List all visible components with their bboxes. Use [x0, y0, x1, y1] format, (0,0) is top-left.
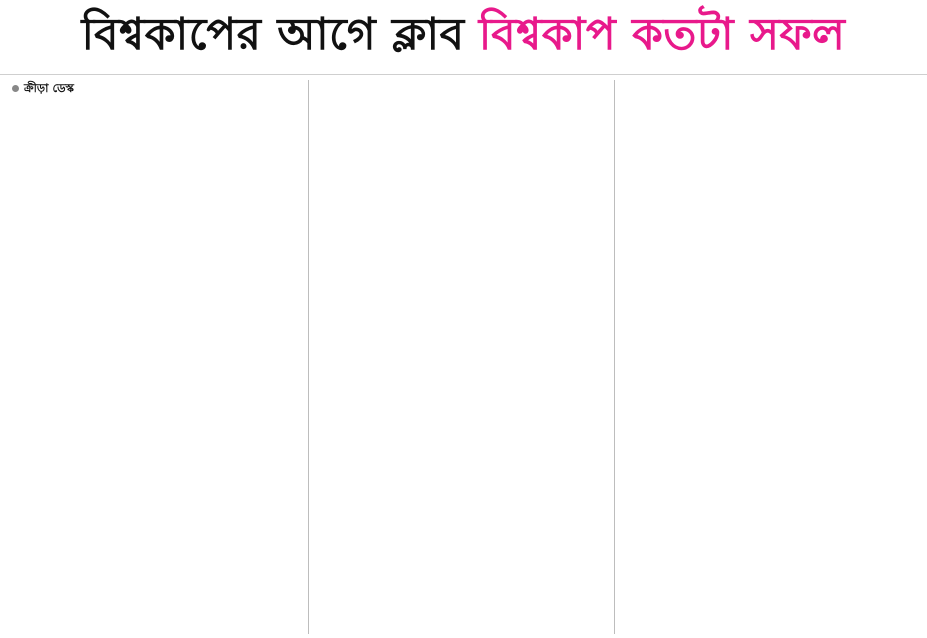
column-2 [312, 80, 615, 634]
headline [0, 0, 927, 75]
byline [12, 80, 302, 96]
bullet-icon [12, 85, 19, 92]
column-3 [618, 80, 921, 634]
article-columns [6, 80, 921, 634]
headline-black: বিশ্বকাপের আগে ক্লাব [81, 8, 465, 60]
column-1 [6, 80, 309, 634]
byline-text: ক্রীড়া ডেস্ক [24, 81, 74, 95]
headline-pink: বিশ্বকাপ কতটা সফল [478, 8, 846, 60]
